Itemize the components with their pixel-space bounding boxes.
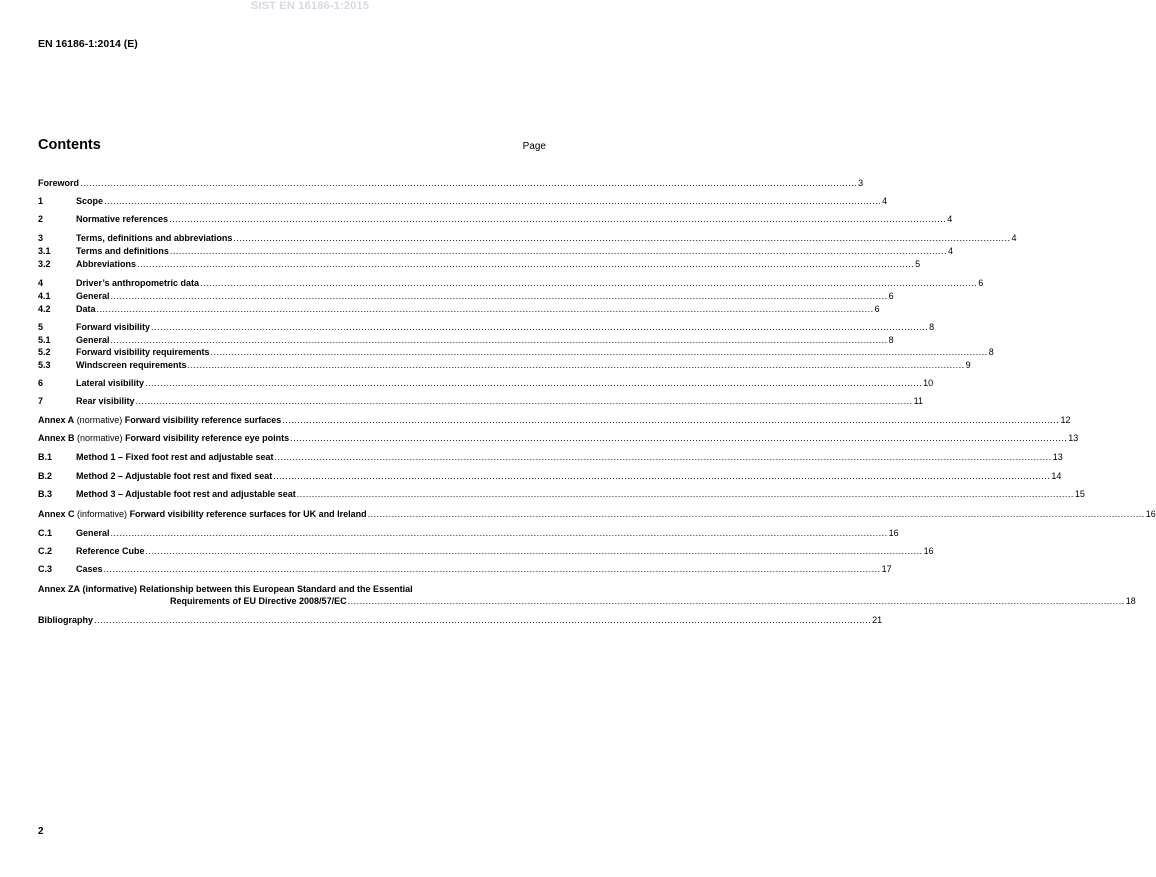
toc-entry-title: Windscreen requirements (76, 360, 187, 370)
toc-entry-title: Driver’s anthropometric data (76, 278, 200, 288)
dot-leader (111, 290, 888, 302)
toc-entry-number: 6 (38, 378, 44, 388)
toc-entry[interactable] (38, 195, 888, 207)
toc-entry-title: Reference Cube (76, 546, 145, 556)
dot-leader (80, 177, 857, 189)
toc-entry-page: 5 (915, 259, 921, 269)
annex-title: Forward visibility reference surfaces for UK and Ireland (129, 509, 367, 519)
toc-entry[interactable] (38, 213, 953, 225)
page-number: 2 (38, 826, 44, 837)
toc-entry-title: Lateral visibility (76, 378, 145, 388)
watermark: SIST EN 16186-1:2015 (250, 0, 370, 12)
toc-entry-title (38, 414, 281, 426)
toc-entry-number: 5.2 (38, 347, 51, 357)
toc-entry-title (38, 508, 367, 520)
toc-entry-title: Rear visibility (76, 396, 135, 406)
toc-entry-number: B.2 (38, 471, 53, 481)
toc-entry-title: Forward visibility (76, 322, 151, 332)
toc-entry-number: 7 (38, 396, 44, 406)
annex-kind: (normative) (76, 415, 123, 425)
toc-entry[interactable] (38, 432, 1079, 444)
toc-entry[interactable] (38, 334, 894, 346)
toc-entry-page: 9 (965, 360, 971, 370)
toc-entry[interactable] (38, 377, 934, 389)
toc-entry[interactable] (38, 395, 924, 407)
toc-entry[interactable] (38, 545, 934, 557)
annex-label: Annex B (38, 433, 75, 443)
toc-entry-number: 4.1 (38, 291, 51, 301)
toc-entry[interactable] (38, 258, 921, 270)
annex-title: Requirements of EU Directive 2008/57/EC (170, 596, 347, 606)
toc-entry-page: 15 (1074, 489, 1085, 499)
toc-entry-number: 3.1 (38, 246, 51, 256)
toc-entry-page: 10 (923, 378, 934, 388)
annex-title: Relationship between this European Standard and the Essential (139, 584, 413, 594)
toc-entry-number: B.3 (38, 489, 53, 499)
dot-leader (275, 451, 1052, 463)
toc-entry-title (38, 595, 347, 607)
toc-entry-number: 3 (38, 233, 44, 243)
toc-entry-title: Scope (76, 196, 104, 206)
toc-entry-number: 5.1 (38, 335, 51, 345)
annex-title: Forward visibility reference eye points (125, 433, 290, 443)
toc-entry-number: 1 (38, 196, 44, 206)
toc-entry[interactable] (38, 614, 883, 626)
dot-leader (187, 359, 964, 371)
toc-entry-page: 8 (929, 322, 935, 332)
document-id: EN 16186-1:2014 (E) (38, 38, 138, 50)
toc-entry-title: Data (76, 304, 96, 314)
dot-leader (273, 470, 1050, 482)
toc-entry-page: 13 (1052, 452, 1063, 462)
toc-entry-page: 4 (947, 214, 953, 224)
toc-entry-page: 16 (1145, 509, 1156, 519)
dot-leader (169, 213, 946, 225)
toc-entry-page: 6 (874, 304, 880, 314)
annex-kind: (informative) (80, 584, 140, 594)
toc-entry-number: 4 (38, 278, 44, 288)
toc-entry-page: 16 (923, 546, 934, 556)
toc-entry-page: 21 (872, 615, 883, 625)
toc-entry-page: 4 (1011, 233, 1017, 243)
toc-entry-page: 8 (888, 335, 894, 345)
dot-leader (136, 395, 913, 407)
toc-entry-title: Bibliography (38, 615, 94, 625)
dot-leader (348, 595, 1125, 607)
dot-leader (290, 432, 1067, 444)
toc-entry-number: C.3 (38, 564, 53, 574)
toc-entry-page: 6 (888, 291, 894, 301)
dot-leader (211, 346, 988, 358)
toc-entry-number: C.1 (38, 528, 53, 538)
toc-entry[interactable] (38, 346, 994, 358)
dot-leader (94, 614, 871, 626)
annex-kind: (informative) (77, 509, 128, 519)
toc-entry[interactable] (38, 451, 1063, 463)
dot-leader (111, 334, 888, 346)
dot-leader (282, 414, 1059, 426)
toc-entry[interactable] (38, 527, 899, 539)
toc-entry[interactable] (38, 290, 894, 302)
toc-entry-title: General (76, 291, 110, 301)
dot-leader (97, 303, 874, 315)
toc-entry[interactable] (38, 508, 1156, 520)
dot-leader (170, 245, 947, 257)
toc-entry-title: Method 3 – Adjustable foot rest and adjustable seat (76, 489, 296, 499)
toc-entry-title: General (76, 335, 110, 345)
toc-entry[interactable] (38, 321, 935, 333)
toc-entry-title: Terms, definitions and abbreviations (76, 233, 233, 243)
toc-entry[interactable] (38, 177, 864, 189)
toc-entry-page: 4 (947, 246, 953, 256)
dot-leader (137, 258, 914, 270)
toc-entry-page: 4 (882, 196, 888, 206)
toc-entry-title: Cases (76, 564, 103, 574)
dot-leader (200, 277, 977, 289)
toc-entry-title: Method 2 – Adjustable foot rest and fixed seat (76, 471, 273, 481)
toc-entry-page: 18 (1125, 596, 1136, 606)
dot-leader (104, 563, 881, 575)
toc-entry-number: C.2 (38, 546, 53, 556)
toc-entry-number: 4.2 (38, 304, 51, 314)
toc-entry-title: Terms and definitions (76, 246, 169, 256)
toc-entry-page: 17 (881, 564, 892, 574)
dot-leader (146, 545, 923, 557)
annex-label: Annex A (38, 415, 75, 425)
toc-entry[interactable] (38, 563, 892, 575)
toc-entry-number: 3.2 (38, 259, 51, 269)
toc-entry-page: 8 (988, 347, 994, 357)
toc-entry[interactable] (38, 245, 953, 257)
toc-entry-number: 2 (38, 214, 44, 224)
toc-entry-number: 5.3 (38, 360, 51, 370)
toc-entry-number: 5 (38, 322, 44, 332)
toc-entry[interactable] (38, 303, 880, 315)
toc-entry-page: 14 (1051, 471, 1062, 481)
annex-label: Annex ZA (38, 584, 81, 594)
toc-entry[interactable] (38, 584, 1136, 607)
toc-entry-page: 6 (978, 278, 984, 288)
toc-entry-title: Foreword (38, 178, 80, 188)
toc-entry-title: Normative references (76, 214, 169, 224)
toc-entry[interactable] (38, 488, 1085, 500)
dot-leader (145, 377, 922, 389)
toc-entry-title: Method 1 – Fixed foot rest and adjustable seat (76, 452, 274, 462)
dot-leader (368, 508, 1145, 520)
toc-entry-page: 11 (913, 396, 924, 406)
toc-entry-title: Abbreviations (76, 259, 137, 269)
dot-leader (297, 488, 1074, 500)
dot-leader (111, 527, 888, 539)
annex-title: Forward visibility reference surfaces (124, 415, 282, 425)
dot-leader (104, 195, 881, 207)
toc-entry-page: 16 (888, 528, 899, 538)
dot-leader (233, 232, 1010, 244)
toc-entry[interactable] (38, 359, 971, 371)
toc-entry-page: 13 (1068, 433, 1079, 443)
toc-entry[interactable] (38, 414, 1071, 426)
toc-entry-number: B.1 (38, 452, 53, 462)
toc-entry[interactable] (38, 232, 1017, 244)
toc-entry-page: 12 (1060, 415, 1071, 425)
toc-entry-title: General (76, 528, 110, 538)
contents-heading: Contents (38, 137, 101, 153)
toc-entry-title (38, 432, 289, 444)
dot-leader (151, 321, 928, 333)
toc-entry-title: Forward visibility requirements (76, 347, 210, 357)
annex-label: Annex C (38, 509, 75, 519)
toc-entry[interactable] (38, 277, 984, 289)
annex-kind: (normative) (77, 433, 123, 443)
annex-title-line (38, 583, 413, 595)
toc-entry-page: 3 (858, 178, 864, 188)
page-column-label: Page (522, 141, 546, 152)
toc-entry[interactable] (38, 470, 1062, 482)
